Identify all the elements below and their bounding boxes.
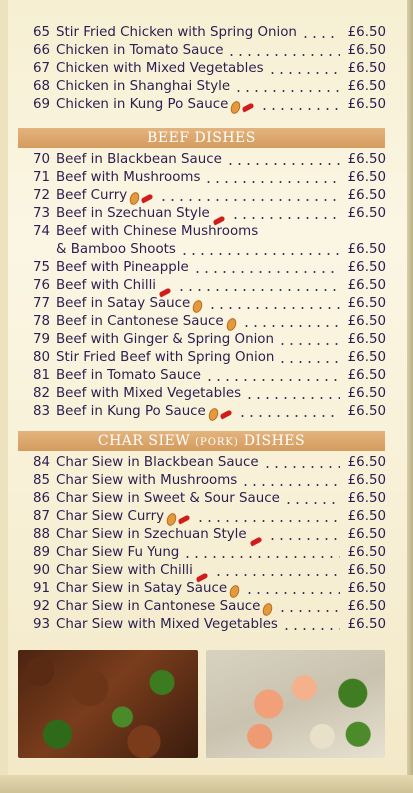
item-number: 79: [32, 332, 50, 347]
item-price: £6.50: [347, 617, 386, 632]
item-price: £6.50: [347, 473, 386, 488]
item-price: £6.50: [347, 170, 386, 185]
menu-item: [18, 454, 386, 472]
item-name: Beef in Kung Po Sauce: [56, 404, 206, 419]
item-name: Beef in Blackbean Sauce: [56, 152, 222, 167]
item-name: Beef Curry: [56, 188, 128, 203]
leader-dots: [159, 199, 340, 201]
leader-dots: [278, 610, 340, 612]
item-price: £6.50: [347, 563, 386, 578]
menu-item: [18, 151, 386, 169]
item-price: £6.50: [347, 206, 386, 221]
item-name: Chicken in Shanghai Style: [56, 79, 231, 94]
section-header-text: BEEF DISHES: [147, 130, 256, 146]
menu-item: [18, 42, 386, 60]
item-name: Beef with Ginger & Spring Onion: [56, 332, 274, 347]
item-number: 90: [32, 563, 50, 578]
menu-item: [18, 295, 386, 313]
leader-dots: [282, 628, 340, 630]
nut-icon: [225, 317, 238, 332]
leader-dots: [227, 54, 340, 56]
item-name: Char Siew with Chilli: [56, 563, 193, 578]
nut-icon: [229, 100, 242, 115]
menu-item: [18, 96, 386, 114]
leader-dots: [234, 90, 340, 92]
item-price: £6.50: [347, 509, 386, 524]
item-number: 87: [32, 509, 50, 524]
leader-dots: [241, 484, 340, 486]
item-price: £6.50: [347, 97, 386, 112]
item-name: Char Siew in Blackbean Sauce: [56, 455, 259, 470]
section-header-char-siew-dishes: [18, 431, 385, 451]
item-number: 71: [32, 170, 50, 185]
menu-item: [18, 259, 386, 277]
item-number: 74: [32, 224, 50, 239]
item-name: Char Siew in Szechuan Style: [56, 527, 247, 542]
section-header-text-end: DISHES: [238, 433, 306, 449]
item-number: 93: [32, 617, 50, 632]
leader-dots: [193, 271, 340, 273]
menu-item: [18, 169, 386, 187]
leader-dots: [208, 307, 340, 309]
item-number: 66: [32, 43, 50, 58]
item-name: Char Siew in Satay Sauce: [56, 581, 228, 596]
leader-dots: [231, 217, 340, 219]
item-name-line2: & Bamboo Shoots: [56, 242, 176, 257]
item-name: Beef with Pineapple: [56, 260, 189, 275]
menu-item: [18, 580, 386, 598]
leader-dots: [260, 108, 340, 110]
leader-dots: [196, 520, 340, 522]
item-name: Beef with Mushrooms: [56, 170, 201, 185]
dietary-icons: [209, 408, 234, 421]
item-name: Beef in Cantonese Sauce: [56, 314, 224, 329]
leader-dots: [180, 253, 340, 255]
item-price: £6.50: [347, 260, 386, 275]
item-price: £6.50: [347, 599, 386, 614]
menu-item: [18, 24, 386, 42]
item-name: Stir Fried Chicken with Spring Onion: [56, 25, 297, 40]
nut-icon: [128, 191, 141, 206]
item-price: £6.50: [347, 61, 386, 76]
item-price: £6.50: [347, 386, 386, 401]
nut-icon: [261, 602, 274, 617]
item-number: 86: [32, 491, 50, 506]
menu-item: [18, 187, 386, 205]
item-price: £6.50: [347, 455, 386, 470]
item-number: 92: [32, 599, 50, 614]
item-price: £6.50: [347, 314, 386, 329]
leader-dots: [205, 379, 340, 381]
dietary-icons: [167, 513, 192, 526]
chilli-icon: [242, 102, 255, 112]
item-name: Beef in Satay Sauce: [56, 296, 191, 311]
item-name: Stir Fried Beef with Spring Onion: [56, 350, 275, 365]
item-name: Beef with Chilli: [56, 278, 157, 293]
chilli-icon: [219, 409, 232, 419]
item-name: Char Siew with Mixed Vegetables: [56, 617, 278, 632]
item-price: £6.50: [347, 368, 386, 383]
leader-dots: [214, 574, 340, 576]
section-header-text: CHAR SIEW: [97, 433, 196, 449]
menu-item: [18, 598, 386, 616]
item-price: £6.50: [347, 350, 386, 365]
item-number: 73: [32, 206, 50, 221]
dietary-icons: [230, 585, 241, 598]
item-number: 83: [32, 404, 50, 419]
prawn-dish-photo: [206, 650, 385, 758]
menu-item: [18, 313, 386, 331]
item-price: £6.50: [347, 188, 386, 203]
item-name: Beef with Mixed Vegetables: [56, 386, 242, 401]
chilli-icon: [178, 514, 191, 524]
nut-icon: [228, 584, 241, 599]
item-price: £6.50: [347, 404, 386, 419]
item-price: £6.50: [347, 332, 386, 347]
dietary-icons: [130, 192, 155, 205]
page-bottom-shadow: [0, 775, 413, 793]
item-number: 68: [32, 79, 50, 94]
item-number: 78: [32, 314, 50, 329]
item-name: Char Siew in Cantonese Sauce: [56, 599, 261, 614]
nut-icon: [165, 512, 178, 527]
menu-item-continued: [18, 241, 386, 259]
menu-item: [18, 223, 386, 241]
leader-dots: [238, 415, 340, 417]
item-number: 76: [32, 278, 50, 293]
item-number: 67: [32, 61, 50, 76]
page-edge-shadow: [407, 0, 413, 793]
leader-dots: [245, 592, 340, 594]
leader-dots: [177, 289, 340, 291]
item-price: £6.50: [347, 527, 386, 542]
leader-dots: [278, 361, 340, 363]
beef-dish-photo: [18, 650, 198, 758]
item-name: Beef with Chinese Mushrooms: [56, 224, 259, 239]
leader-dots: [268, 538, 340, 540]
item-name: Beef in Szechuan Style: [56, 206, 210, 221]
section-header-beef-dishes: [18, 128, 385, 148]
item-price: £6.50: [347, 491, 386, 506]
menu-item: [18, 367, 386, 385]
item-price: £6.50: [347, 242, 386, 257]
item-price: £6.50: [347, 43, 386, 58]
leader-dots: [284, 502, 340, 504]
item-number: 91: [32, 581, 50, 596]
item-number: 72: [32, 188, 50, 203]
menu-item: [18, 60, 386, 78]
leader-dots: [278, 343, 340, 345]
leader-dots: [183, 556, 340, 558]
menu-item: [18, 385, 386, 403]
leader-dots: [263, 466, 340, 468]
nut-icon: [191, 299, 204, 314]
item-name: Chicken in Kung Po Sauce: [56, 97, 229, 112]
menu-item: [18, 490, 386, 508]
menu-item: [18, 331, 386, 349]
dietary-icons: [193, 300, 204, 313]
dietary-icons: [231, 101, 256, 114]
item-price: £6.50: [347, 152, 386, 167]
nut-icon: [207, 407, 220, 422]
item-name: Char Siew Curry: [56, 509, 165, 524]
dietary-icons: [227, 318, 238, 331]
item-number: 69: [32, 97, 50, 112]
item-price: £6.50: [347, 25, 386, 40]
menu-item: [18, 277, 386, 295]
item-name: Beef in Tomato Sauce: [56, 368, 201, 383]
leader-dots: [242, 325, 340, 327]
menu-item: [18, 616, 386, 634]
item-number: 81: [32, 368, 50, 383]
item-number: 85: [32, 473, 50, 488]
menu-item: [18, 544, 386, 562]
item-number: 75: [32, 260, 50, 275]
item-name: Char Siew Fu Yung: [56, 545, 180, 560]
item-price: £6.50: [347, 581, 386, 596]
item-number: 82: [32, 386, 50, 401]
leader-dots: [268, 72, 340, 74]
leader-dots: [245, 397, 340, 399]
item-number: 80: [32, 350, 50, 365]
item-price: £6.50: [347, 79, 386, 94]
item-name: Char Siew with Mushrooms: [56, 473, 238, 488]
leader-dots: [301, 36, 340, 38]
item-name: Chicken with Mixed Vegetables: [56, 61, 264, 76]
item-number: 70: [32, 152, 50, 167]
leader-dots: [204, 181, 340, 183]
menu-item: [18, 508, 386, 526]
item-price: £6.50: [347, 296, 386, 311]
menu-item: [18, 205, 386, 223]
item-number: 88: [32, 527, 50, 542]
menu-item: [18, 349, 386, 367]
item-number: 84: [32, 455, 50, 470]
item-name: Chicken in Tomato Sauce: [56, 43, 224, 58]
menu-item: [18, 562, 386, 580]
item-name: Char Siew in Sweet & Sour Sauce: [56, 491, 280, 506]
menu-item: [18, 78, 386, 96]
menu-item: [18, 403, 386, 421]
item-price: £6.50: [347, 278, 386, 293]
dietary-icons: [263, 603, 274, 616]
item-number: 77: [32, 296, 50, 311]
item-price: £6.50: [347, 545, 386, 560]
menu-item: [18, 472, 386, 490]
item-number: 65: [32, 25, 50, 40]
section-header-subtext: (PORK): [195, 437, 239, 448]
menu-item: [18, 526, 386, 544]
chilli-icon: [141, 193, 154, 203]
item-number: 89: [32, 545, 50, 560]
leader-dots: [226, 163, 340, 165]
